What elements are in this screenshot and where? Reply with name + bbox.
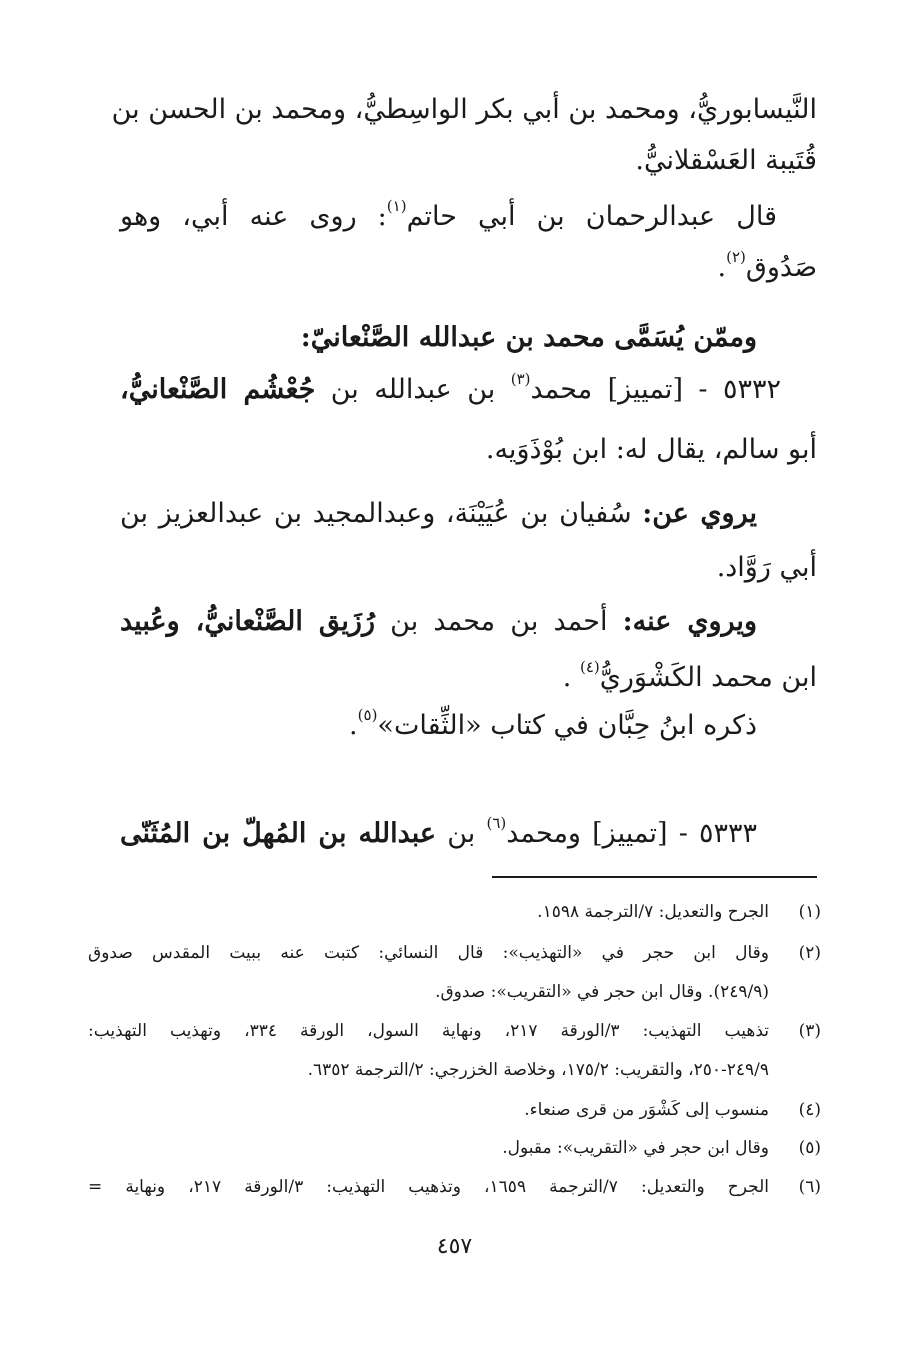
footnote-5 [88, 1134, 821, 1162]
footnote-text: منسوب إلى كَشْوَر من قرى صنعاء. [524, 1100, 769, 1120]
footnote-text: وقال ابن حجر في «التهذيب»: قال النسائي: كتبت عنه ببيت المقدس صدوق [88, 943, 769, 963]
entry-5333-title [120, 816, 757, 852]
footnote-number: (٥) [798, 1138, 821, 1158]
footnote-3-continued [88, 1056, 821, 1084]
footnote-2 [88, 939, 821, 967]
footnote-4 [88, 1096, 821, 1124]
footnote-ref-5[interactable]: (٥) [357, 706, 378, 724]
footnote-number: (١) [798, 902, 821, 922]
body-text: ويروي عنه: أحمد بن محمد بن رُزَيق الصَّنْعانيُّ، وعُبيد [120, 606, 757, 637]
footnote-ref-3[interactable]: (٣) [510, 370, 531, 388]
footnote-number: (٣) [798, 1021, 821, 1041]
footnote-text: تذهيب التهذيب: ٣/الورقة ٢١٧، ونهاية السول، الورقة ٣٣٤، وتهذيب التهذيب: [88, 1021, 769, 1041]
footnote-2-continued [88, 978, 821, 1006]
footnote-1 [88, 898, 821, 926]
section-heading: وممّن يُسَمَّى محمد بن عبدالله الصَّنْعانيّ: [300, 322, 757, 353]
body-text: ٥٣٣٣ - [تمييز] ومحمد$^{(٦)}$ بن عبدالله بن المُهلّ بن المُثَنّى [120, 814, 758, 849]
footnote-text: (٢٤٩/٩). وقال ابن حجر في «التقريب»: صدوق. [435, 982, 769, 1002]
body-text: يروي عن: سُفيان بن عُيَيْنَة، وعبدالمجيد بن عبدالعزيز بن [120, 498, 757, 529]
body-line-12 [120, 708, 757, 744]
body-text: قال عبدالرحمان بن أبي حاتم$^{(١)}$: روى عنه أبي، وهو [120, 197, 777, 232]
page-number: ٤٥٧ [436, 1234, 473, 1259]
footnote-text: الجرح والتعديل: ٧/الترجمة ١٦٥٩، وتذهيب التهذيب: ٣/الورقة ٢١٧، ونهاية = [88, 1177, 770, 1197]
footnote-text: ٢٤٩/٩-٢٥٠، والتقريب: ١٧٥/٢، وخلاصة الخزرجي: ٢/الترجمة ٦٣٥٢. [307, 1060, 769, 1080]
body-text: ٥٣٣٢ - [تمييز] محمد$^{(٣)}$ بن عبدالله بن جُعْشُم الصَّنْعانيُّ، [120, 370, 781, 405]
footnote-ref-2[interactable]: (٢) [726, 248, 746, 266]
body-line-2 [120, 143, 817, 179]
footnote-text: الجرح والتعديل: ٧/الترجمة ١٥٩٨. [537, 902, 769, 922]
body-text: قُتَيبة العَسْقلانيُّ. [635, 145, 817, 176]
body-text: صَدُوق [745, 252, 817, 283]
narrated-by-label: ويروي عنه: [622, 606, 757, 637]
body-text: ابن محمد الكَشْوَريُّ [599, 662, 817, 693]
footnote-ref-1[interactable]: (١) [386, 197, 407, 215]
body-text: أبو سالم، يقال له: ابن بُوْذَوَيه. [485, 434, 817, 465]
entry-5332-title [120, 372, 781, 408]
footnote-6 [88, 1173, 821, 1201]
body-line-9 [120, 550, 817, 586]
body-text: . [349, 710, 358, 741]
body-text: . [717, 252, 727, 283]
footnote-ref-6[interactable]: (٦) [486, 814, 507, 832]
footnote-number: (٦) [798, 1177, 821, 1197]
footnote-divider [492, 876, 817, 878]
body-text: النَّيسابوريُّ، ومحمد بن أبي بكر الواسِطيُّ، ومحمد بن الحسن بن [111, 94, 817, 125]
body-text: ذكره ابنُ حِبَّان في كتاب «الثِّقات» [377, 710, 757, 741]
footnote-number: (٤) [798, 1100, 821, 1120]
body-line-8 [120, 496, 757, 532]
narrates-from-label: يروي عن: [642, 498, 757, 529]
footnote-number: (٢) [798, 943, 821, 963]
footnote-ref-4[interactable]: (٤) [579, 658, 600, 676]
footnote-text: وقال ابن حجر في «التقريب»: مقبول. [502, 1138, 769, 1158]
body-line-11 [120, 660, 817, 696]
body-text: . [562, 662, 580, 693]
body-text: أبي رَوَّاد. [716, 552, 817, 583]
body-line-4 [120, 250, 817, 286]
body-line-10 [120, 604, 757, 640]
body-line-1 [111, 92, 817, 128]
body-line-7 [120, 432, 817, 468]
footnote-3 [88, 1017, 821, 1045]
body-line-3 [120, 199, 777, 235]
